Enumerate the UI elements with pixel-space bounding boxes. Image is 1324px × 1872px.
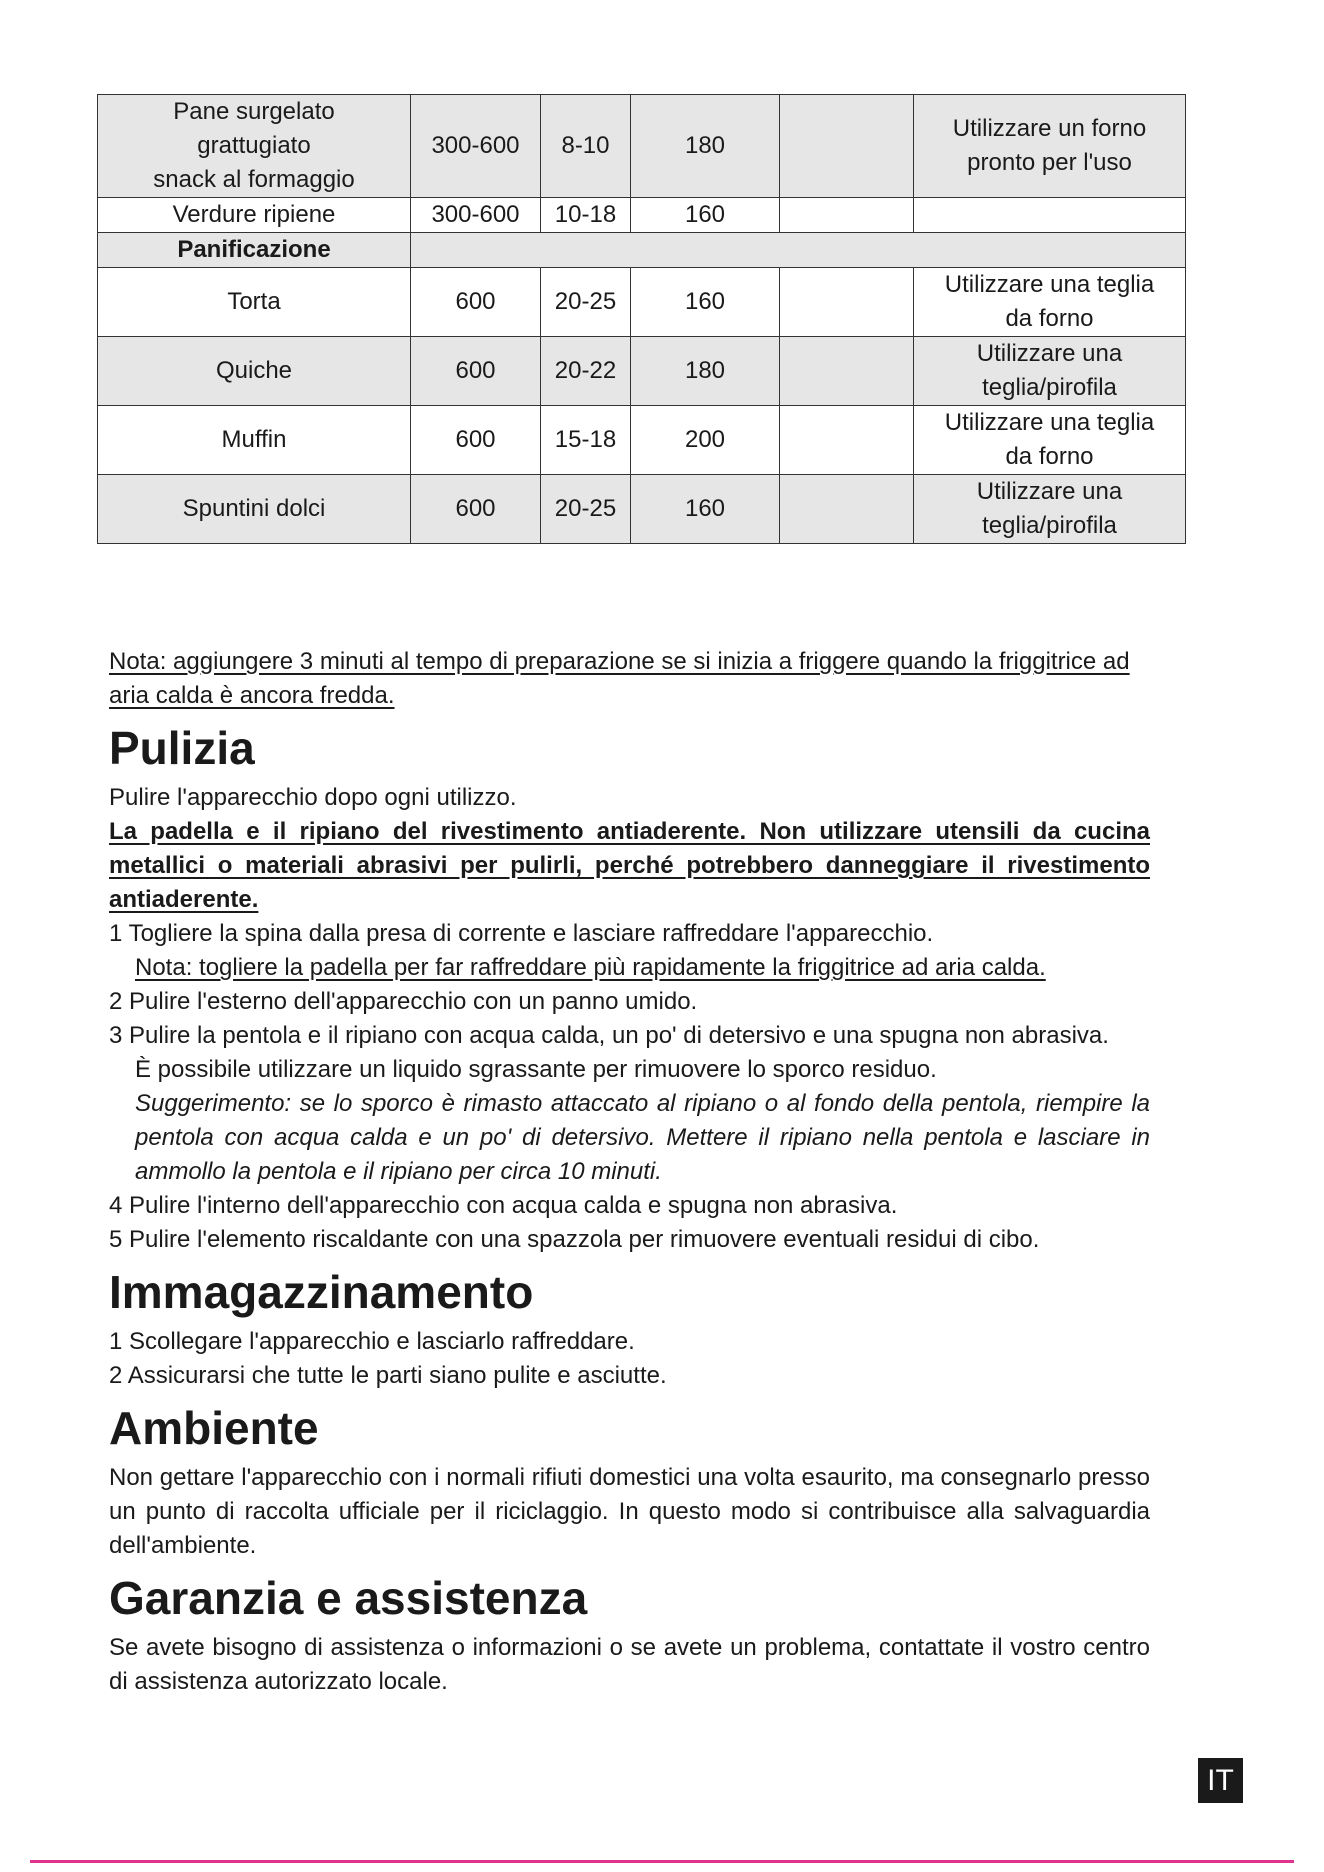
cleaning-step-3-tip: Suggerimento: se lo sporco è rimasto attaccato al ripiano o al fondo della pentola, riempire la pentola con acqua calda e un po' di detersivo. Mettere il ripiano nella pentola e lasciare in ammollo la pentola e il ripiano per circa 10 minuti. (135, 1090, 1150, 1185)
time-cell: 15-18 (541, 406, 631, 475)
table-row (98, 95, 1186, 198)
shake-cell (780, 406, 914, 475)
table-row (98, 198, 1186, 233)
food-cell: Pane surgelato grattugiato snack al formaggio (98, 95, 411, 198)
notes-cell: Utilizzare una teglia da forno (914, 268, 1186, 337)
shake-cell (780, 475, 914, 544)
section-empty-cell (411, 233, 1186, 268)
section-cell: Panificazione (98, 233, 411, 268)
time-cell: 10-18 (541, 198, 631, 233)
cleaning-step-1-note: Nota: togliere la padella per far raffreddare più rapidamente la friggitrice ad aria calda. (135, 954, 1046, 981)
notes-cell: Utilizzare una teglia da forno (914, 406, 1186, 475)
table-row (98, 337, 1186, 406)
time-cell: 20-22 (541, 337, 631, 406)
table-row (98, 475, 1186, 544)
heading-environment: Ambiente (109, 1402, 319, 1454)
quantity-cell: 600 (411, 475, 541, 544)
preparation-note: Nota: aggiungere 3 minuti al tempo di preparazione se si inizia a friggere quando la friggitrice ad aria calda è ancora fredda. (109, 648, 1130, 709)
food-cell: Muffin (98, 406, 411, 475)
language-badge: IT (1198, 1758, 1243, 1803)
quantity-cell: 300-600 (411, 95, 541, 198)
temperature-cell: 180 (631, 95, 780, 198)
cleaning-step-3: 3 Pulire la pentola e il ripiano con acqua calda, un po' di detersivo e una spugna non abrasiva. (109, 1022, 1109, 1049)
cleaning-step-1: 1 Togliere la spina dalla presa di corrente e lasciare raffreddare l'apparecchio. (109, 920, 934, 947)
storage-step-2: 2 Assicurarsi che tutte le parti siano pulite e asciutte. (109, 1362, 667, 1389)
heading-cleaning: Pulizia (109, 722, 255, 774)
cleaning-step-3-extra: È possibile utilizzare un liquido sgrassante per rimuovere lo sporco residuo. (135, 1056, 937, 1083)
temperature-cell: 160 (631, 268, 780, 337)
warranty-text: Se avete bisogno di assistenza o informazioni o se avete un problema, contattate il vostro centro di assistenza autorizzato locale. (109, 1634, 1150, 1695)
heading-warranty: Garanzia e assistenza (109, 1572, 588, 1624)
temperature-cell: 200 (631, 406, 780, 475)
cleaning-intro: Pulire l'apparecchio dopo ogni utilizzo. (109, 784, 517, 811)
main-content (109, 645, 1150, 1699)
food-cell: Verdure ripiene (98, 198, 411, 233)
food-cell: Quiche (98, 337, 411, 406)
heading-storage: Immagazzinamento (109, 1266, 534, 1318)
notes-cell: Utilizzare una teglia/pirofila (914, 337, 1186, 406)
quantity-cell: 600 (411, 406, 541, 475)
environment-text: Non gettare l'apparecchio con i normali rifiuti domestici una volta esaurito, ma consegnarlo presso un punto di raccolta ufficiale per il riciclaggio. In questo modo si contribuisce alla salvaguardia dell'ambiente. (109, 1464, 1150, 1559)
shake-cell (780, 198, 914, 233)
cleaning-step-4: 4 Pulire l'interno dell'apparecchio con acqua calda e spugna non abrasiva. (109, 1192, 898, 1219)
table-row (98, 233, 1186, 268)
food-cell: Spuntini dolci (98, 475, 411, 544)
table-row (98, 268, 1186, 337)
shake-cell (780, 337, 914, 406)
temperature-cell: 180 (631, 337, 780, 406)
quantity-cell: 600 (411, 268, 541, 337)
quantity-cell: 600 (411, 337, 541, 406)
table-row (98, 406, 1186, 475)
cleaning-step-2: 2 Pulire l'esterno dell'apparecchio con un panno umido. (109, 988, 698, 1015)
cooking-table (97, 94, 1186, 544)
temperature-cell: 160 (631, 198, 780, 233)
notes-cell (914, 198, 1186, 233)
food-cell: Torta (98, 268, 411, 337)
temperature-cell: 160 (631, 475, 780, 544)
footer-accent-line (30, 1860, 1294, 1863)
time-cell: 20-25 (541, 268, 631, 337)
time-cell: 8-10 (541, 95, 631, 198)
cleaning-step-5: 5 Pulire l'elemento riscaldante con una spazzola per rimuovere eventuali residui di cibo. (109, 1226, 1040, 1253)
storage-step-1: 1 Scollegare l'apparecchio e lasciarlo raffreddare. (109, 1328, 635, 1355)
shake-cell (780, 268, 914, 337)
shake-cell (780, 95, 914, 198)
time-cell: 20-25 (541, 475, 631, 544)
notes-cell: Utilizzare un forno pronto per l'uso (914, 95, 1186, 198)
notes-cell: Utilizzare una teglia/pirofila (914, 475, 1186, 544)
cleaning-warning: La padella e il ripiano del rivestimento antiaderente. Non utilizzare utensili da cucina metallici o materiali abrasivi per pulirli, perché potrebbero danneggiare il rivestimento antiaderente. (109, 818, 1150, 913)
quantity-cell: 300-600 (411, 198, 541, 233)
